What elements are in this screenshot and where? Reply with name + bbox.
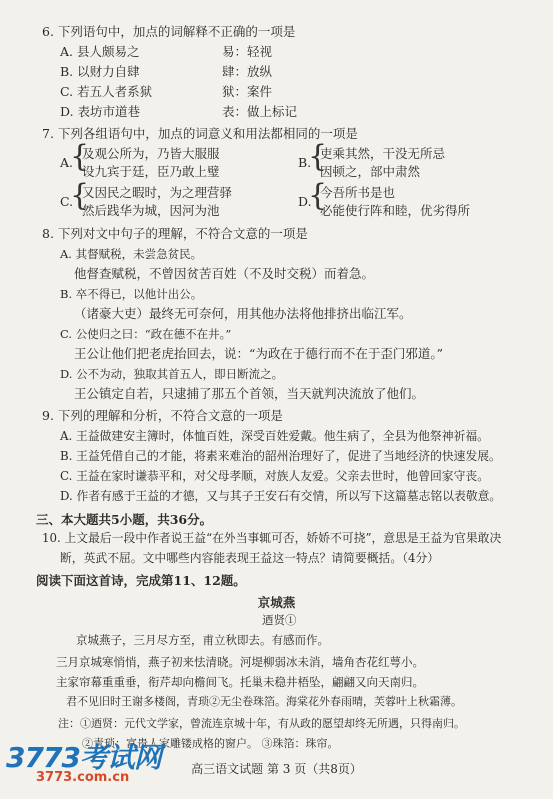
q7-label-c: C. <box>60 194 74 209</box>
section-3-heading: 三、本大题共5小题，共36分。 <box>36 512 213 527</box>
watermark-logo: 3773考试网 <box>6 741 161 774</box>
q9-option-b: B. 王益凭借自己的才能，将素来难治的韶州治理好了，促进了当地经济的快速发展。 <box>60 449 501 463</box>
q7-label-a: A. <box>60 155 74 170</box>
poem-note-1: 注：①迺贤：元代文学家，曾流连京城十年，有从政的愿望却终无所遇，只得南归。 <box>58 717 465 730</box>
q7-c-line2: 然后践华为城，因河为池 <box>82 203 220 218</box>
q10-line2: 断，英武不屈。文中哪些内容能表现王益这一特点？请简要概括。（4分） <box>60 551 440 565</box>
q6-option-d: D. 表坊市道巷 <box>60 104 141 119</box>
q7-brace-b: { <box>308 139 328 174</box>
q7-label-b: B. <box>298 155 312 170</box>
q8-option-b: B. 卒不得已，以他计出公。 <box>60 287 203 301</box>
q9-stem: 9. 下列的理解和分析，不符合文意的一项是 <box>42 408 283 423</box>
poem-line-3: 君不见旧时王谢多楼阁，青琐②无尘卷珠箔。海棠花外春雨晴，芙蓉叶上秋霜薄。 <box>66 695 462 708</box>
poem-preface: 京城燕子，三月尽方至，甫立秋即去。有感而作。 <box>76 633 329 647</box>
q7-c-line1: 又因民之暇时，为之理营驿 <box>82 185 233 200</box>
q6-option-b: B. 以财力自肆 <box>60 64 140 79</box>
q6-option-a: A. 县人颇易之 <box>60 44 140 59</box>
q7-a-line1: 及观公所为，乃皆大服服 <box>82 146 220 161</box>
page-footer: 高三语文试题 第 3 页（共8页） <box>191 762 362 776</box>
poem-note-2: ②青琐：富贵人家雕镂成格的窗户。 ③珠箔：珠帘。 <box>82 737 339 750</box>
q10-line1: 10. 上文最后一段中作者说王益“在外当事辄可否，娇娇不可挠”，意思是王益为官果敢决 <box>42 531 502 545</box>
q9-option-c: C. 王益在家时谦恭平和，对父母孝顺，对族人友爱。父亲去世时，他曾回家守丧。 <box>60 469 489 483</box>
watermark-site: 3773.com.cn <box>36 770 130 785</box>
q6-option-c-def: 狱：案件 <box>222 84 273 99</box>
q8-option-d-explanation: 王公镇定自若，只逮捕了那五个首领，当天就判决流放了他们。 <box>74 386 425 401</box>
q7-b-line2: 因顿之，部中肃然 <box>320 164 421 179</box>
q8-option-c-explanation: 王公让他们把老虎抬回去，说：“为政在于德行而不在于歪门邪道。” <box>74 346 444 361</box>
q6-option-a-def: 易：轻视 <box>222 44 273 59</box>
q7-brace-a: { <box>70 139 90 174</box>
q6-option-b-def: 肆：放纵 <box>222 64 273 79</box>
q7-brace-d: { <box>308 178 328 213</box>
q8-option-c: C. 公使归之曰：“政在德不在井。” <box>60 327 232 341</box>
q7-brace-c: { <box>70 178 90 213</box>
q7-d-line2: 必能使行阵和睦，优劣得所 <box>320 203 471 218</box>
q7-a-line2: 设九宾于廷，臣乃敢上璧 <box>82 164 220 179</box>
q7-b-line1: 吏乘其然，干没无所忌 <box>320 146 446 161</box>
q7-stem: 7. 下列各组语句中，加点的词意义和用法都相同的一项是 <box>42 126 358 141</box>
poem-line-1: 三月京城寒悄悄，燕子初来怯清晓。河堤柳弱冰未消，墙角杏花红萼小。 <box>56 655 424 669</box>
poem-line-2: 主家帘幕重重垂，衔芹却向檐间飞。托巢未稳井梧坠，翩翩又向天南归。 <box>56 675 424 689</box>
q6-option-c: C. 若五人者系狱 <box>60 84 153 99</box>
q8-option-d: D. 公不为动，独取其首五人，即日断流之。 <box>60 367 284 381</box>
q7-label-d: D. <box>298 194 312 209</box>
q6-option-d-def: 表：做上标记 <box>222 104 298 119</box>
poem-author: 迺贤① <box>262 613 297 627</box>
q9-option-a: A. 王益做建安主簿时，体恤百姓，深受百姓爱戴。他生病了，全县为他祭神祈福。 <box>60 429 489 443</box>
poem-instruction: 阅读下面这首诗，完成第11、12题。 <box>36 573 246 588</box>
poem-title: 京城燕 <box>257 595 296 610</box>
q8-option-a-explanation: 他督查赋税，不曾因贫苦百姓（不及时交税）而着急。 <box>74 266 375 281</box>
q8-stem: 8. 下列对文中句子的理解，不符合文意的一项是 <box>42 226 308 241</box>
q7-d-line1: 今吾所书是也 <box>320 185 396 200</box>
q8-option-a: A. 其督赋税，未尝急贫民。 <box>60 247 203 261</box>
q8-option-b-explanation: （诸豪大吏）最终无可奈何，用其他办法将他排挤出临江军。 <box>74 306 412 321</box>
q6-stem: 6. 下列语句中，加点的词解释不正确的一项是 <box>42 24 296 39</box>
q9-option-d: D. 作者有感于王益的才德，又与其子王安石有交情，所以写下这篇墓志铭以表敬意。 <box>60 489 502 503</box>
